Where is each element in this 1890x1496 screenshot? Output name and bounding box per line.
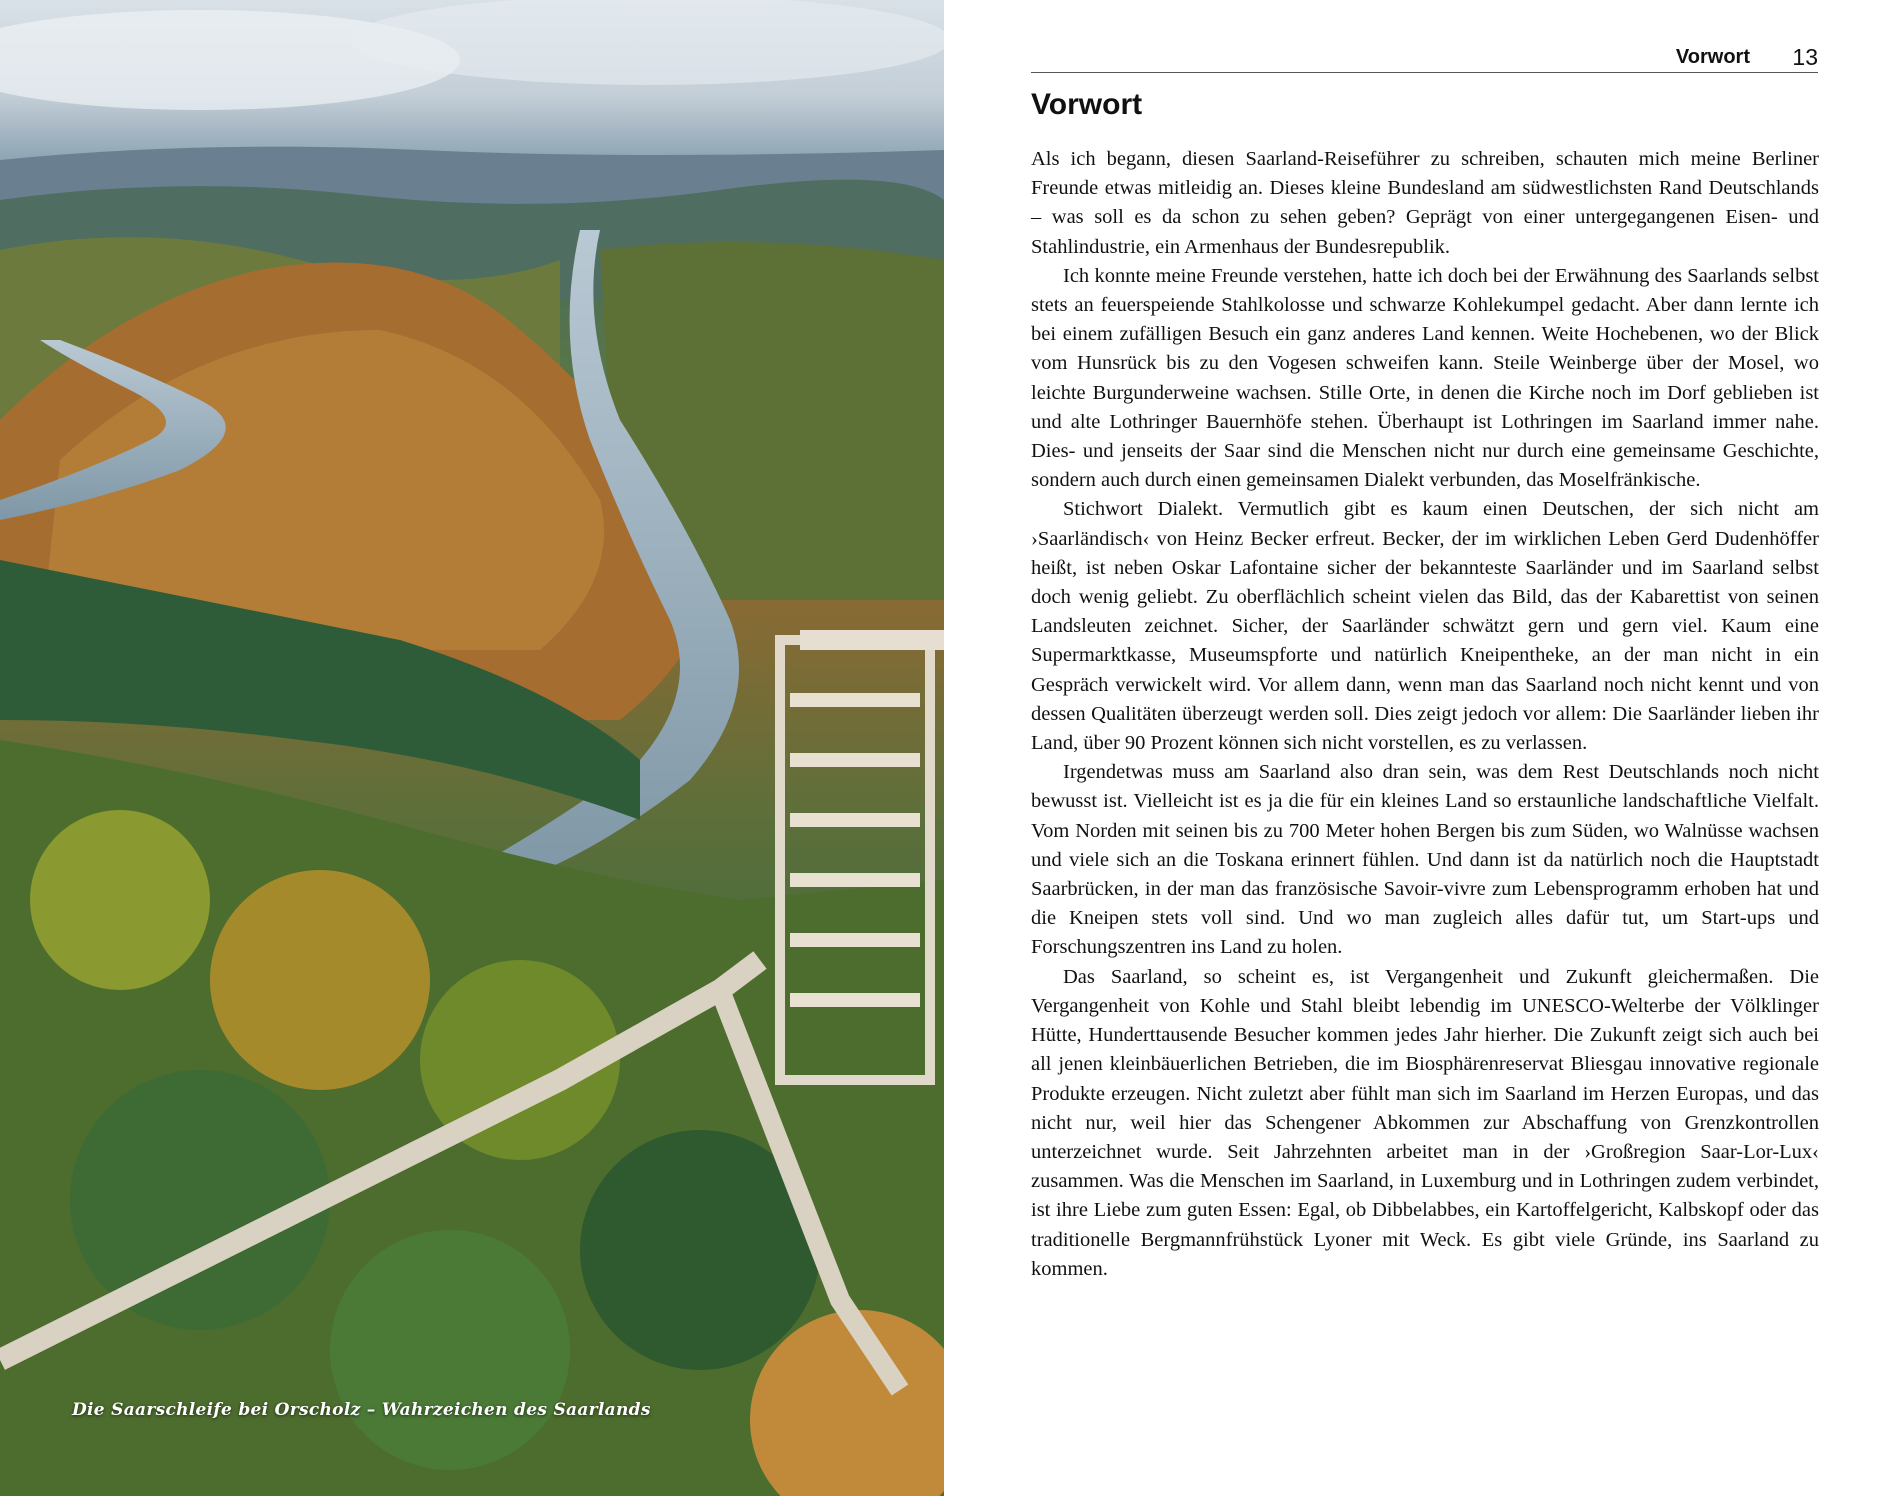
photo-caption: Die Saarschleife bei Orscholz – Wahrzeichen des Saarlands [72, 1400, 651, 1420]
paragraph-4: Irgendetwas muss am Saarland also dran sein, was dem Rest Deutschlands noch nicht bewusst ist. Vielleicht ist es ja die für ein kleines Land so erstaunliche landschaftliche Vielfalt. Vom Norden mit seinen bis zu 700 Meter hohen Bergen bis zum Süden, wo Walnüsse wachsen und viele sich an die Toskana erinnert fühlen. Und dann ist da natürlich noch die Hauptstadt Saarbrücken, in der man das französische Savoir-vivre zum Lebensprogramm erhoben hat und die Kneipen stets voll sind. Und wo man zugleich alles dafür tut, um Start-ups und Forschungszentren ins Land zu holen. [1031, 761, 1819, 959]
article-body [1031, 145, 1819, 1284]
paragraph-3: Stichwort Dialekt. Vermutlich gibt es kaum einen Deutschen, der sich nicht am ›Saarländisch‹ von Heinz Becker erfreut. Becker, der im wirklichen Leben Gerd Dudenhöffer heißt, ist neben Oskar Lafontaine sicher der bekannteste Saarländer und im Saarland selbst doch wenig geliebt. Zu oberflächlich scheint vielen das Bild, das der Kabarettist von seinen Landsleuten zeichnet. Sicher, der Saarländer schwätzt gern und gern viel. Kaum eine Supermarktkasse, Museumspforte und natürlich Kneipentheke, an der man nicht in ein Gespräch verwickelt wird. Vor allem dann, wenn man das Saarland noch nicht kennt und von dessen Qualitäten überzeugt werden soll. Dies zeigt jedoch vor allem: Die Saarländer lieben ihr Land, über 90 Prozent können sich nicht vorstellen, es zu verlassen. [1031, 498, 1819, 755]
running-header [1031, 46, 1818, 73]
paragraph-1: Als ich begann, diesen Saarland-Reiseführer zu schreiben, schauten mich meine Berliner Freunde etwas mitleidig an. Dieses kleine Bundesland am südwestlichsten Rand Deutschlands – was soll es da schon zu sehen geben? Geprägt von einer untergegangenen Eisen- und Stahlindustrie, ein Armenhaus der Bundesrepublik. [1031, 148, 1819, 258]
photo-saarschleife [0, 0, 944, 1496]
text-page [1000, 0, 1890, 1496]
chapter-title: Vorwort [1031, 88, 1143, 121]
paragraph-5: Das Saarland, so scheint es, ist Vergangenheit und Zukunft gleichermaßen. Die Vergangenheit von Kohle und Stahl bleibt lebendig im UNESCO-Welterbe der Völklinger Hütte, Hunderttausende Besucher kommen jedes Jahr hierher. Die Zukunft zeigt sich auch bei all jenen kleinbäuerlichen Betrieben, die im Biosphärenreservat Bliesgau innovative regionale Produkte erzeugen. Nicht zuletzt aber fühlt man sich im Saarland im Herzen Europas, und das nicht nur, weil hier das Schengener Abkommen zur Abschaffung von Grenzkontrollen unterzeichnet wurde. Seit Jahrzehnten arbeitet man in der ›Großregion Saar-Lor-Lux‹ zusammen. Was die Menschen im Saarland, in Luxemburg und in Lothringen zudem verbindet, ist ihre Liebe zum guten Essen: Egal, ob Dibbelabbes, ein Kartoffelgericht, Kalbskopf oder das traditionelle Bergmannfrühstück Lyoner mit Weck. Es gibt viele Gründe, ins Saarland zu kommen. [1031, 965, 1819, 1280]
paragraph-2: Ich konnte meine Freunde verstehen, hatte ich doch bei der Erwähnung des Saarlands selbst stets an feuerspeiende Stahlkolosse und schwarze Kohlekumpel gedacht. Aber dann lernte ich bei einem zufälligen Besuch ein ganz anderes Land kennen. Weite Hochebenen, wo der Blick vom Hunsrück bis zu den Vogesen schweifen kann. Steile Weinberge über der Mosel, wo leichte Burgunderweine wachsen. Stille Orte, in denen die Kirche noch im Dorf geblieben ist und alte Lothringer Bauernhöfe stehen. Überhaupt ist Lothringen im Saarland immer nahe. Dies- und jenseits der Saar sind die Menschen nicht nur durch eine gemeinsame Geschichte, sondern auch durch einen gemeinsamen Dialekt verbunden, das Moselfränkische. [1031, 264, 1819, 492]
page-number: 13 [1792, 44, 1818, 70]
running-title: Vorwort [1675, 46, 1750, 68]
landscape-illustration [0, 0, 944, 1496]
